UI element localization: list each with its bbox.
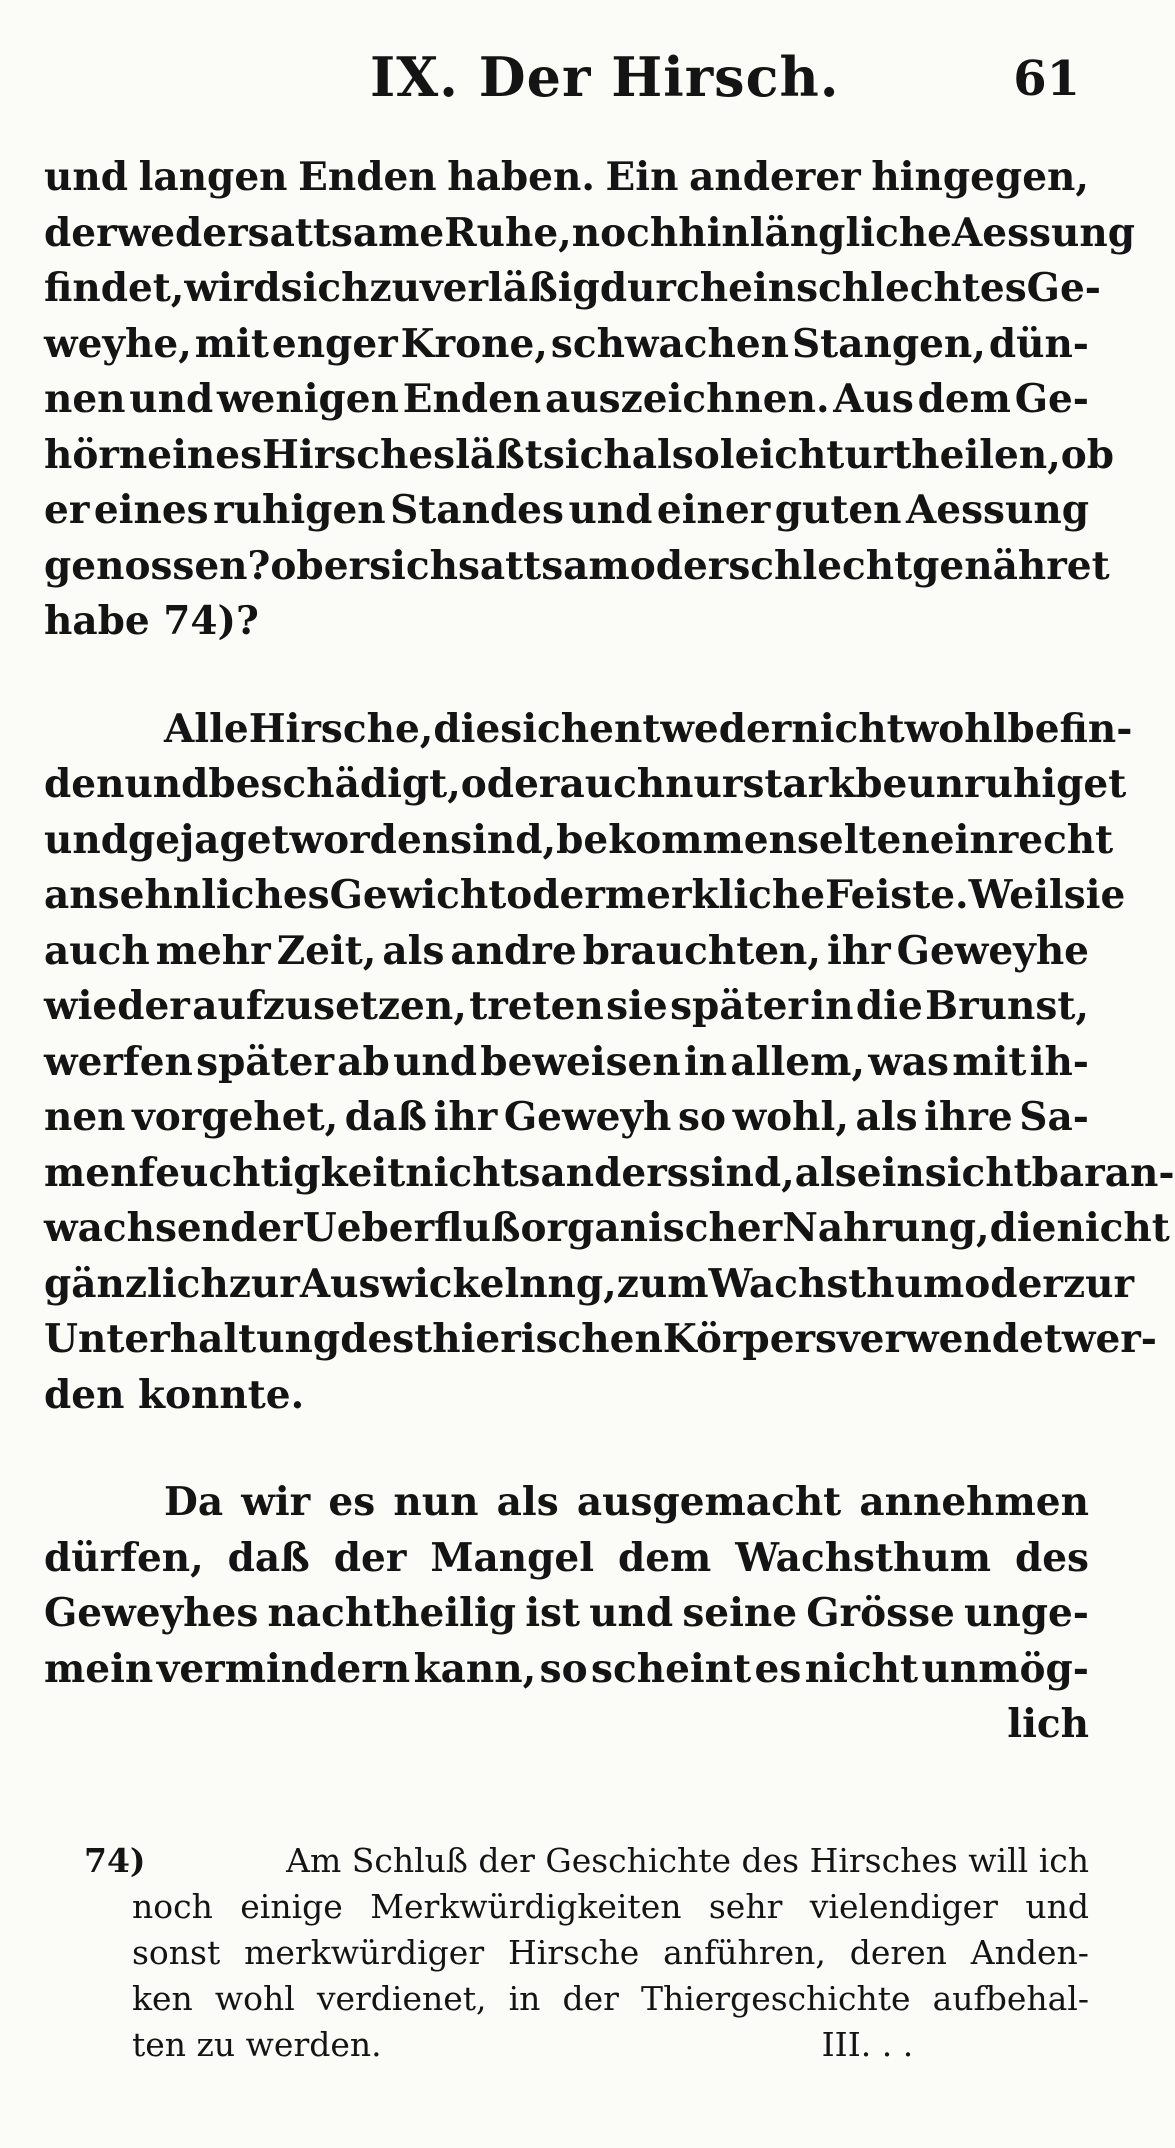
word: des [1014,1534,1089,1581]
word: ken [132,1979,193,2018]
text-line [44,757,1127,813]
text-line [44,206,1135,262]
footnote-marker: 74) [84,1841,146,1880]
word: anführen, [663,1933,826,1972]
word: ruhigen [213,487,386,533]
word: genähret [912,542,1110,589]
footnote-first-line [44,1838,1089,1884]
text-line [44,1146,1175,1202]
word: unmög- [921,1645,1089,1692]
word: annehmen [859,1479,1089,1525]
word: aufzusetzen, [192,983,467,1029]
word: befin- [1007,705,1133,752]
word: hingegen, [871,154,1089,200]
word: als [794,1149,857,1196]
word: auszeichnen. [544,376,830,422]
page-header [40,45,1080,115]
word: Ge- [1014,376,1089,422]
word: leicht [719,431,845,478]
text-line [44,1035,1089,1091]
paragraph-2 [44,702,1175,1424]
word: kann, [413,1645,537,1692]
word: Geweyhes [44,1590,259,1636]
word: später [670,983,808,1029]
word: weyhe, [44,320,192,367]
word: sich [369,542,458,589]
word: vorgehet, [132,1094,339,1140]
word: und [129,376,214,422]
text-line [44,1475,1089,1531]
word: Merkwürdigkeiten [370,1887,682,1926]
word: recht [997,816,1114,863]
text-line [44,1642,1089,1698]
text-line [44,428,1115,484]
word: Körpers [662,1316,838,1362]
word: nicht [804,1645,919,1692]
word: ein [856,1149,925,1196]
word: läßt [455,431,543,478]
word: schlecht [728,542,913,589]
word: findet, [44,265,185,311]
word: er [323,542,370,589]
word: Gewicht [329,872,507,918]
word: ob [270,542,324,589]
word: nur [665,761,743,807]
word: daß [227,1534,310,1581]
word: zum [616,1260,709,1307]
word: ansehnliches [44,872,330,918]
word: zuverläßig [369,265,600,311]
word: Weil [968,872,1064,918]
word: Geweyh [503,1094,672,1140]
word: dem [617,1534,712,1581]
word: einer [656,487,771,533]
word: Da [164,1479,224,1525]
word: und [1025,1887,1089,1926]
word: merkwürdiger [244,1933,485,1972]
word: sind, [450,816,557,863]
word: wachsender [44,1205,303,1251]
text-line [44,1531,1089,1587]
word: wir [241,1479,311,1525]
word: schlechtes [796,265,1027,311]
word: Hirsche [507,1933,640,1972]
word: wohl [904,705,1008,752]
word: unge- [964,1590,1089,1636]
word: nen [44,1094,126,1140]
text-line [44,1257,1134,1313]
word: in [508,1979,541,2018]
word: zur [228,1260,300,1307]
word: beunruhiget [855,761,1127,807]
word: nen [44,376,126,422]
word: Ueberfluß [302,1205,521,1251]
word: als [855,1094,918,1140]
word: verwendet [837,1316,1062,1362]
word: aufbehal- [932,1979,1089,2018]
word: nun [393,1479,479,1525]
text-line [44,868,1126,924]
word: sich [500,705,590,752]
word: seine [682,1590,798,1636]
page-number: 61 [1013,51,1080,107]
text-line: lich [1007,1701,1089,1747]
word: anderer [689,154,861,200]
text-line [44,924,1089,980]
word: dün- [988,320,1089,367]
word: Wachsthum [708,1260,965,1307]
word: nachtheilig [267,1590,517,1636]
word: ein [728,265,797,311]
word: sonst [132,1933,221,1972]
word: sehr [708,1887,783,1926]
word: mein [44,1645,154,1692]
word: sattsame [247,209,445,256]
word: sich [542,431,632,478]
word: dem [917,376,1011,422]
word: nicht [1056,1205,1170,1251]
text-line [44,1312,1157,1368]
word: er [44,487,90,533]
text-line [44,702,1133,758]
word: enger [271,320,398,367]
paragraph-3 [44,1475,1089,1753]
word: Ein [605,154,679,200]
word: die [989,1205,1057,1251]
word: in [683,1038,728,1085]
word: nicht [791,705,905,752]
word: die [433,705,501,752]
word: sind, [688,1149,795,1196]
word: werfen [44,1038,193,1085]
word: hörn [44,431,148,478]
word: hinlängliche [678,209,952,256]
text-line [44,150,1089,206]
word: allem, [730,1038,865,1085]
text-line [44,1090,1089,1146]
word: wohl, [732,1094,849,1140]
word: auch [44,927,150,974]
word: und [44,816,128,863]
word: ein [929,816,998,863]
word: Brunst, [925,983,1089,1029]
word: als [496,1479,559,1525]
word: wenigen [216,376,399,422]
footnote-last-line [44,2022,1089,2068]
word: schwachen [550,320,790,367]
word: Standes [390,487,564,533]
word: gänzlich [44,1260,229,1307]
word: ihre [924,1094,1013,1140]
footnote [44,1838,1089,2068]
word: thierischen [414,1316,663,1362]
word: als [382,927,445,974]
word: es [328,1479,376,1525]
word: nichts [405,1149,541,1196]
word: mit [194,320,269,367]
word: sie [1063,872,1126,918]
word: eines [147,431,263,478]
catchword: III. . . [821,2025,914,2064]
word: treten [469,983,604,1029]
word: der [44,209,117,256]
word: organischer [520,1205,783,1251]
word: deren [849,1933,947,1972]
word: Zeit, [276,927,377,974]
word: beschädigt, [208,761,461,807]
word: wieder [44,983,190,1029]
word: Krone, [400,320,548,367]
word: was [868,1038,950,1085]
word: Aus [833,376,914,422]
word: anders [540,1149,689,1196]
word: daß [344,1094,427,1140]
word: Geweyhe [896,927,1089,974]
word: Wachsthum [735,1534,991,1581]
word: Ruhe, [444,209,572,256]
word: Auswickelnng, [299,1260,617,1307]
word: langen [138,154,288,200]
word: vielendiger [809,1887,998,1926]
word: des [340,1316,415,1362]
text-line [44,979,1089,1035]
word: sattsam [457,542,630,589]
word: der [333,1534,407,1581]
word: Sa- [1019,1094,1089,1140]
word: worden [289,816,451,863]
word: Enden [298,154,437,200]
word: mehr [155,927,271,974]
word: und [589,1590,674,1636]
footnote-line [44,1930,1089,1976]
word: vermindern [156,1645,411,1692]
word: ihr [826,927,891,974]
word: guten [774,487,902,533]
text-line [44,317,1089,373]
word: ausgemacht [576,1479,842,1525]
word: einige [240,1887,343,1926]
word: scheint [591,1645,752,1692]
text-line: den konnte. [44,1371,305,1418]
footnote-line [44,1884,1089,1930]
word: Mangel [430,1534,595,1581]
word: ihr [433,1094,498,1140]
word: sich [280,265,370,311]
word: Hirsches [262,431,456,478]
word: ih- [1029,1038,1089,1085]
footnote-line [44,1976,1089,2022]
word: der [562,1979,619,2018]
word: es [754,1645,802,1692]
word: Alle [164,705,249,752]
word: wer- [1061,1316,1157,1362]
word: noch [132,1887,213,1926]
word: andre [450,927,577,974]
word: Aessung [906,487,1089,533]
word: oder [506,872,605,918]
word: so [539,1645,588,1692]
word: Unterhaltung [44,1316,341,1362]
word: in [810,983,854,1029]
word: also [631,431,720,478]
word: und [124,761,209,807]
word: mit [952,1038,1027,1085]
word: auch [559,761,666,807]
word: entweder [589,705,792,752]
word: oder [629,542,729,589]
word: weder [116,209,248,256]
word: Grösse [806,1590,955,1636]
word: brauchten, [582,927,821,974]
word: gejaget [127,816,290,863]
text-line [44,261,1101,317]
text-line [44,372,1089,428]
word: Stangen, [792,320,986,367]
text-line [44,1586,1089,1642]
word: durch [599,265,729,311]
word: so [678,1094,726,1140]
word: dürfen, [44,1534,204,1581]
word: Enden [402,376,542,422]
word: Feiste. [825,872,969,918]
word: später [196,1038,335,1085]
word: urtheilen, [844,431,1061,478]
word: genossen? [44,542,271,589]
word: Aessung [952,209,1135,256]
word: an- [1104,1149,1175,1196]
text-line: habe 74)? [44,598,259,644]
word: Anden- [970,1933,1089,1972]
word: Nahrung, [782,1205,990,1251]
body-text [44,150,1175,1753]
word: Ge- [1026,265,1101,311]
word: bekommen [556,816,797,863]
word: Thiergeschichte [640,1979,911,2018]
word: selten [796,816,930,863]
word: wohl [214,1979,295,2018]
word: merkliche [604,872,826,918]
word: und [44,154,128,200]
word: haben. [447,154,595,200]
word: den [44,761,125,807]
word: und [393,1038,478,1085]
word: sichtbar [924,1149,1105,1196]
word: oder [460,761,560,807]
word: beweisen [480,1038,681,1085]
word: ist [525,1590,581,1636]
word: noch [571,209,679,256]
word: stark [742,761,856,807]
footnote-line: ten zu werden. [132,2025,382,2064]
word: wird [184,265,281,311]
word: verdienet, [316,1979,487,2018]
text-line [44,483,1089,539]
word: ab [337,1038,390,1085]
footnote-line: Am Schluß der Geschichte des Hirsches will ich [286,1841,1089,1880]
word: und [568,487,653,533]
word: sie [606,983,668,1029]
word: die [855,983,923,1029]
word: oder [964,1260,1063,1307]
word: zur [1062,1260,1134,1307]
word: menfeuchtigkeit [44,1149,406,1196]
paragraph-1 [44,150,1135,650]
text-line [44,1201,1170,1257]
running-title: IX. Der Hirsch. [370,45,840,109]
word: Hirsche, [248,705,434,752]
word: eines [93,487,209,533]
text-line [44,539,1110,595]
word: ob [1060,431,1115,478]
text-line [44,813,1114,869]
